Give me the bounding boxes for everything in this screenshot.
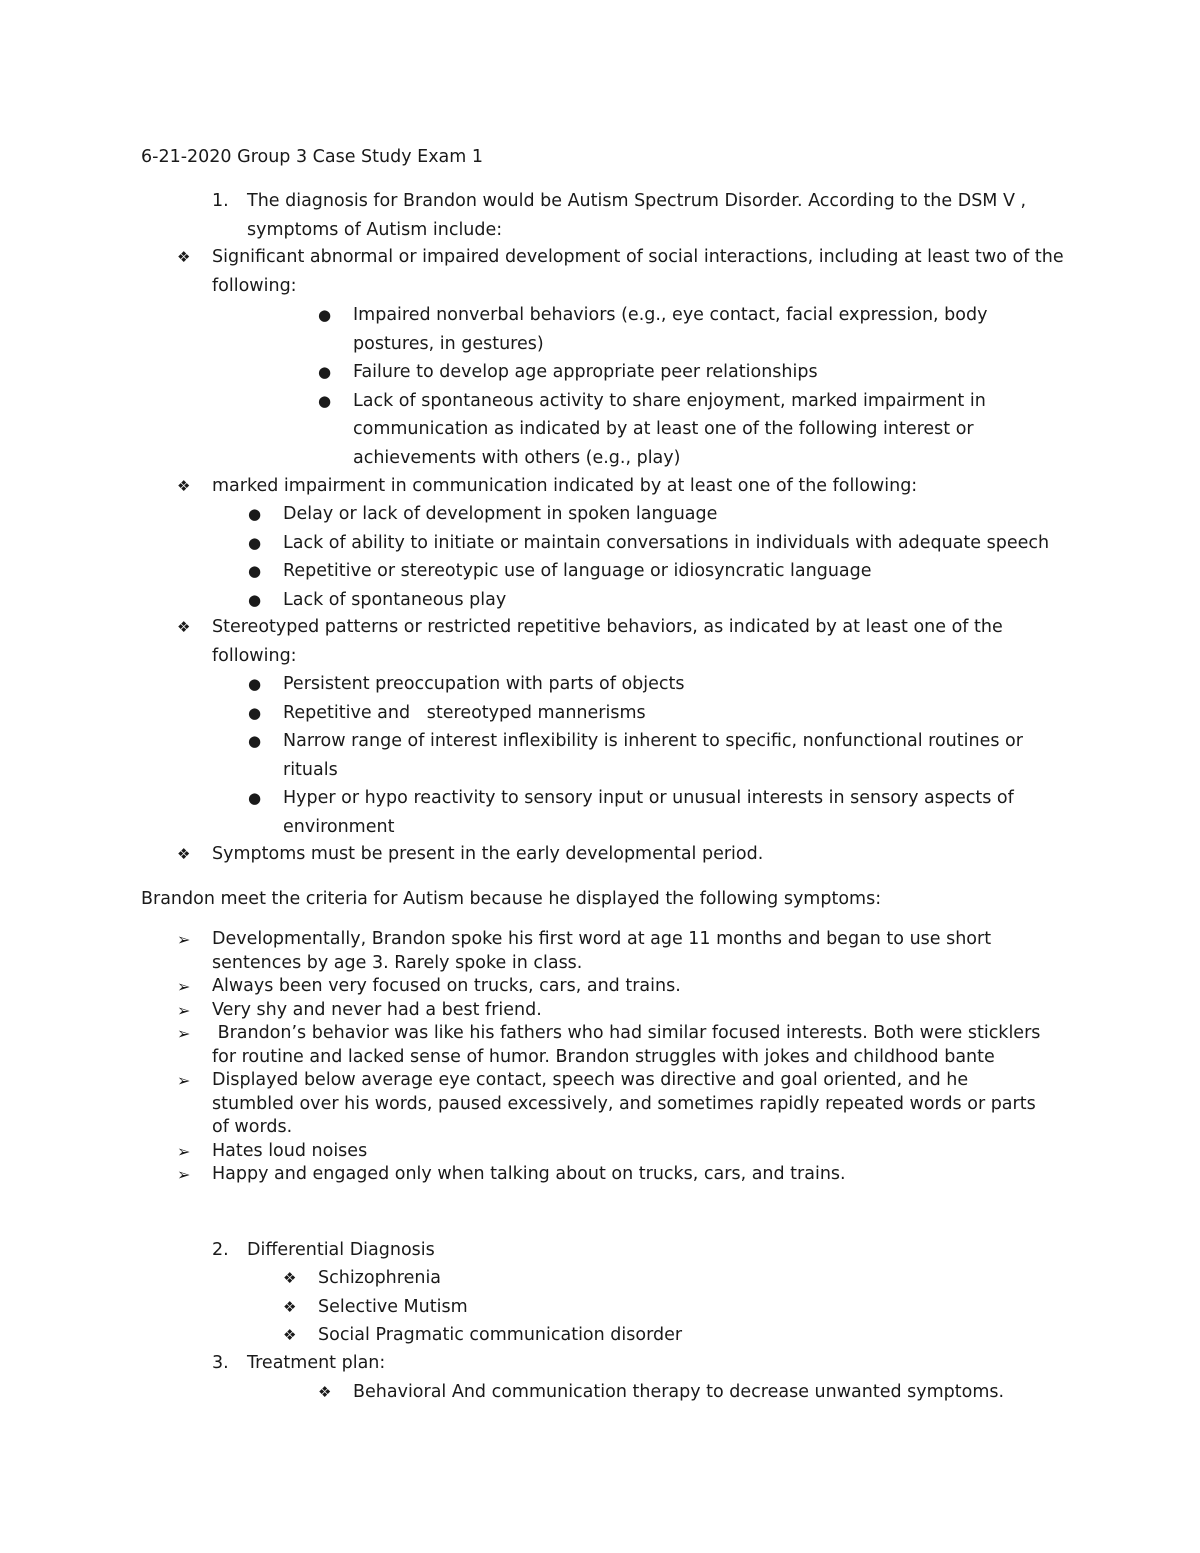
symptom-line: Brandon’s behavior was like his fathers who had similar focused interests. Both were sticklers (212, 1023, 1041, 1043)
bullet-line: communication as indicated by at least one of the following interest or (353, 419, 974, 439)
symptom-line: for routine and lacked sense of humor. Brandon struggles with jokes and childhood bante (212, 1046, 995, 1067)
bullet-line: postures, in gestures) (353, 333, 544, 354)
bullet-line: Lack of spontaneous play (283, 589, 507, 610)
criteria-intro: Brandon meet the criteria for Autism because he displayed the following symptoms: (141, 889, 882, 909)
diamond-bullet-icon: ❖ (177, 477, 191, 495)
criterion-line: marked impairment in communication indicated by at least one of the following: (212, 476, 918, 496)
bullet-line: Persistent preoccupation with parts of objects (283, 674, 685, 694)
bullet-icon: ● (318, 363, 332, 381)
criterion-line: Symptoms must be present in the early developmental period. (212, 844, 764, 864)
item-2-number: 2. (212, 1240, 229, 1260)
symptom-line: Developmentally, Brandon spoke his first word at age 11 months and began to use short (212, 929, 992, 949)
criterion-line: following: (212, 275, 297, 296)
bullet-icon: ● (248, 562, 262, 580)
item-1 (212, 187, 1026, 244)
symptom-line: stumbled over his words, paused excessively, and sometimes rapidly repeated words or parts (212, 1093, 1036, 1114)
bullet-line: Delay or lack of development in spoken language (283, 504, 718, 524)
bullet-line: Hyper or hypo reactivity to sensory input or unusual interests in sensory aspects of (283, 788, 1014, 808)
arrow-bullet-icon: ➢ (177, 1071, 191, 1090)
bullet-icon: ● (248, 732, 262, 750)
document-title: 6-21-2020 Group 3 Case Study Exam 1 (141, 147, 484, 167)
symptom-list (177, 928, 1040, 1187)
bullet-line: Failure to develop age appropriate peer relationships (353, 362, 818, 382)
arrow-bullet-icon: ➢ (177, 1000, 191, 1020)
item-2 (212, 1236, 435, 1265)
arrow-bullet-icon: ➢ (177, 1024, 191, 1043)
item-1-line: symptoms of Autism include: (247, 219, 503, 240)
treatment-item: Behavioral And communication therapy to decrease unwanted symptoms. (353, 1382, 1005, 1402)
diamond-bullet-icon: ❖ (318, 1383, 332, 1401)
diamond-bullet-icon: ❖ (177, 618, 191, 636)
criterion-1 (177, 243, 1064, 300)
criterion-line: Stereotyped patterns or restricted repetitive behaviors, as indicated by at least one of the (212, 617, 1003, 637)
symptom-line: Always been very focused on trucks, cars, and trains. (212, 976, 681, 996)
differential-item: Schizophrenia (318, 1268, 442, 1288)
criterion-2 (177, 472, 917, 501)
item-3-label: Treatment plan: (247, 1353, 386, 1373)
item-3-number: 3. (212, 1353, 229, 1373)
bullet-icon: ● (248, 675, 262, 693)
diamond-bullet-icon: ❖ (283, 1297, 297, 1316)
bullet-line: environment (283, 816, 395, 837)
bullet-icon: ● (318, 306, 332, 324)
differential-list (283, 1264, 682, 1350)
bullet-line: Repetitive and stereotyped mannerisms (283, 702, 646, 723)
symptom-line: of words. (212, 1117, 293, 1137)
item-2-label: Differential Diagnosis (247, 1240, 435, 1260)
bullet-line: Narrow range of interest inflexibility is inherent to specific, nonfunctional routines or (283, 731, 1023, 751)
bullet-line: Lack of spontaneous activity to share enjoyment, marked impairment in (353, 390, 986, 411)
bullet-icon: ● (248, 789, 262, 807)
criterion-line: following: (212, 645, 297, 666)
treatment-list (318, 1378, 1004, 1407)
bullet-icon: ● (248, 703, 262, 722)
diamond-bullet-icon: ❖ (283, 1326, 297, 1344)
bullet-icon: ● (248, 533, 262, 552)
diamond-bullet-icon: ❖ (283, 1269, 297, 1287)
item-3 (212, 1349, 385, 1378)
arrow-bullet-icon: ➢ (177, 977, 191, 996)
diamond-bullet-icon: ❖ (177, 845, 191, 863)
criterion-3-bullets (248, 670, 1023, 841)
arrow-bullet-icon: ➢ (177, 1141, 191, 1161)
arrow-bullet-icon: ➢ (177, 1165, 191, 1184)
symptom-line: sentences by age 3. Rarely spoke in class. (212, 952, 583, 973)
bullet-line: Lack of ability to initiate or maintain conversations in individuals with adequate speech (283, 532, 1050, 553)
diamond-bullet-icon: ❖ (177, 248, 191, 266)
symptom-line: Happy and engaged only when talking about on trucks, cars, and trains. (212, 1164, 846, 1184)
criterion-3 (177, 613, 1003, 670)
bullet-line: Impaired nonverbal behaviors (e.g., eye contact, facial expression, body (353, 305, 988, 325)
symptom-line: Hates loud noises (212, 1140, 368, 1161)
bullet-icon: ● (318, 391, 332, 410)
criterion-4 (177, 840, 763, 869)
criterion-1-bullets (318, 301, 987, 472)
symptom-line: Displayed below average eye contact, speech was directive and goal oriented, and he (212, 1070, 969, 1090)
differential-item: Social Pragmatic communication disorder (318, 1325, 683, 1345)
criterion-2-bullets (248, 500, 1049, 614)
differential-item: Selective Mutism (318, 1296, 468, 1317)
bullet-line: achievements with others (e.g., play) (353, 447, 681, 468)
item-1-line: The diagnosis for Brandon would be Autism Spectrum Disorder. According to the DSM V , (247, 191, 1027, 211)
criterion-line: Significant abnormal or impaired development of social interactions, including at least two of the (212, 247, 1064, 267)
bullet-icon: ● (248, 505, 262, 523)
bullet-line: rituals (283, 759, 338, 780)
arrow-bullet-icon: ➢ (177, 930, 191, 949)
bullet-line: Repetitive or stereotypic use of language or idiosyncratic language (283, 561, 872, 581)
bullet-icon: ● (248, 590, 262, 609)
item-1-number: 1. (212, 191, 229, 211)
symptom-line: Very shy and never had a best friend. (212, 999, 542, 1020)
